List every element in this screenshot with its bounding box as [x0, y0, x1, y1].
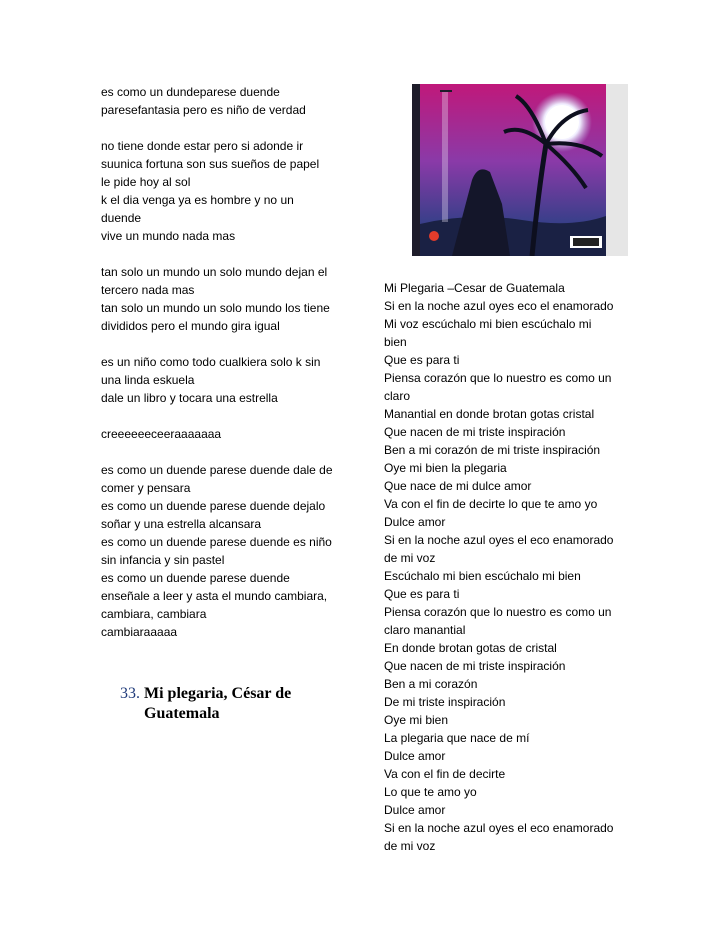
- lyric-line: claro manantial: [384, 623, 466, 637]
- lyric-line: cambiara, cambiara: [101, 607, 207, 621]
- right-lyrics-column: [384, 279, 644, 855]
- blank-line: [101, 119, 363, 137]
- album-cover-image: [412, 84, 628, 256]
- lyric-line: enseñale a leer y asta el mundo cambiara,: [101, 589, 328, 603]
- lyric-line: no tiene donde estar pero si adonde ir: [101, 139, 304, 153]
- lyric-line: Que nacen de mi triste inspiración: [384, 659, 566, 673]
- lyric-line: Va con el fin de decirte: [384, 767, 506, 781]
- lyric-line: Si en la noche azul oyes eco el enamorado: [384, 299, 614, 313]
- lyric-line: le pide hoy al sol: [101, 175, 191, 189]
- lyric-line: una linda eskuela: [101, 373, 195, 387]
- lyric-line: de mi voz: [384, 839, 436, 853]
- lyric-line: Dulce amor: [384, 803, 446, 817]
- lyric-line: cambiaraaaaa: [101, 625, 178, 639]
- lyric-line: Que es para ti: [384, 587, 460, 601]
- lyric-line: vive un mundo nada mas: [101, 229, 236, 243]
- lyric-line: es como un duende parese duende: [101, 571, 290, 585]
- blank-line: [101, 245, 363, 263]
- lyric-line: es como un dundeparese duende: [101, 85, 280, 99]
- lyric-line: suunica fortuna son sus sueños de papel: [101, 157, 320, 171]
- lyric-line: Manantial en donde brotan gotas cristal: [384, 407, 595, 421]
- lyric-line: Piensa corazón que lo nuestro es como un: [384, 371, 612, 385]
- lyric-line: creeeeeeceeraaaaaaa: [101, 427, 222, 441]
- lyric-line: claro: [384, 389, 411, 403]
- lyric-line: Piensa corazón que lo nuestro es como un: [384, 605, 612, 619]
- lyric-line: duende: [101, 211, 142, 225]
- lyric-line: bien: [384, 335, 407, 349]
- lyric-line: es un niño como todo cualkiera solo k sin: [101, 355, 321, 369]
- lyric-line: Escúchalo mi bien escúchalo mi bien: [384, 569, 581, 583]
- lyric-line: comer y pensara: [101, 481, 191, 495]
- lyric-line: tercero nada mas: [101, 283, 195, 297]
- section-title: Mi plegaria, César de Guatemala: [144, 685, 292, 722]
- lyric-line: paresefantasia pero es niño de verdad: [101, 103, 306, 117]
- lyric-line: Mi Plegaria –Cesar de Guatemala: [384, 281, 565, 295]
- lyric-line: Oye mi bien: [384, 713, 449, 727]
- lyric-line: Lo que te amo yo: [384, 785, 477, 799]
- lyric-line: tan solo un mundo un solo mundo los tiene: [101, 301, 330, 315]
- blank-line: [101, 335, 363, 353]
- lyric-line: es como un duende parese duende dejalo: [101, 499, 326, 513]
- blank-line: [101, 443, 363, 461]
- lyric-line: es como un duende parese duende es niño: [101, 535, 332, 549]
- lyric-line: La plegaria que nace de mí: [384, 731, 530, 745]
- lyric-line: Si en la noche azul oyes el eco enamorado: [384, 533, 614, 547]
- lyric-line: Ben a mi corazón: [384, 677, 478, 691]
- lyric-line: dale un libro y tocara una estrella: [101, 391, 278, 405]
- blank-line: [101, 407, 363, 425]
- lyric-line: Mi voz escúchalo mi bien escúchalo mi: [384, 317, 592, 331]
- lyric-line: soñar y una estrella alcansara: [101, 517, 262, 531]
- lyric-line: De mi triste inspiración: [384, 695, 506, 709]
- lyric-line: de mi voz: [384, 551, 436, 565]
- lyric-line: Ben a mi corazón de mi triste inspiración: [384, 443, 601, 457]
- lyric-line: tan solo un mundo un solo mundo dejan el: [101, 265, 328, 279]
- lyric-line: k el dia venga ya es hombre y no un: [101, 193, 294, 207]
- lyric-line: divididos pero el mundo gira igual: [101, 319, 280, 333]
- lyric-line: En donde brotan gotas de cristal: [384, 641, 557, 655]
- lyric-line: Va con el fin de decirte lo que te amo yo: [384, 497, 598, 511]
- lyric-line: Que es para ti: [384, 353, 460, 367]
- lyric-line: Oye mi bien la plegaria: [384, 461, 507, 475]
- lyric-line: Dulce amor: [384, 749, 446, 763]
- lyric-line: Que nacen de mi triste inspiración: [384, 425, 566, 439]
- lyric-line: Si en la noche azul oyes el eco enamorado: [384, 821, 614, 835]
- section-number: 33.: [120, 685, 140, 702]
- lyric-line: Que nace de mi dulce amor: [384, 479, 532, 493]
- lyric-line: es como un duende parese duende dale de: [101, 463, 333, 477]
- left-lyrics-column: [101, 83, 363, 641]
- lyric-line: Dulce amor: [384, 515, 446, 529]
- lyric-line: sin infancia y sin pastel: [101, 553, 225, 567]
- album-cover-art: [412, 84, 628, 256]
